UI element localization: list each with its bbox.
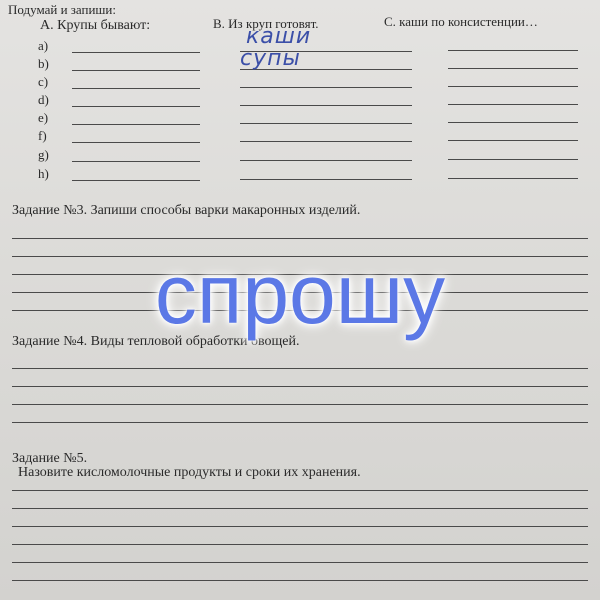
writing-line <box>12 490 588 491</box>
answer-blank-line <box>72 52 200 53</box>
answer-blank-line <box>72 161 200 162</box>
writing-line <box>12 404 588 405</box>
handwritten-answer-1: каши <box>246 24 312 49</box>
writing-line <box>12 580 588 581</box>
answer-blank-line <box>72 106 200 107</box>
row-label: d) <box>38 92 49 107</box>
answer-blank-line <box>240 141 412 142</box>
answer-blank-line <box>240 179 412 180</box>
row-label: g) <box>38 147 49 162</box>
answer-blank-line <box>72 88 200 89</box>
writing-line <box>12 386 588 387</box>
intro-text: Подумай и запиши: <box>8 2 117 17</box>
answer-blank-line <box>448 159 578 160</box>
row-label: f) <box>38 128 47 143</box>
task-3-heading: Задание №3. Запиши способы варки макаронных изделий. <box>12 203 361 218</box>
answer-blank-line <box>240 123 412 124</box>
writing-line <box>12 508 588 509</box>
answer-blank-line <box>448 104 578 105</box>
answer-blank-line <box>72 142 200 143</box>
writing-line <box>12 562 588 563</box>
column-b-header: В. Из круп готовят. <box>213 16 319 31</box>
answer-blank-line <box>448 50 578 51</box>
column-c-header: С. каши по консистенции… <box>384 14 538 29</box>
watermark: спрошу <box>154 247 446 341</box>
answer-blank-line <box>72 70 200 71</box>
task-5-heading: Задание №5. <box>12 451 88 466</box>
row-label: b) <box>38 56 49 71</box>
answer-blank-line <box>448 122 578 123</box>
row-label: e) <box>38 110 49 125</box>
row-label: c) <box>38 74 49 89</box>
answer-blank-line <box>448 178 578 179</box>
handwritten-answer-2: супы <box>240 46 301 71</box>
row-label: h) <box>38 166 49 181</box>
answer-blank-line <box>240 160 412 161</box>
column-a-header: А. Крупы бывают: <box>40 18 151 33</box>
answer-blank-line <box>240 87 412 88</box>
writing-line <box>12 368 588 369</box>
writing-line <box>12 526 588 527</box>
writing-line <box>12 544 588 545</box>
answer-blank-line <box>72 124 200 125</box>
answer-blank-line <box>240 105 412 106</box>
task-5-text: Назовите кисломолочные продукты и сроки их хранения. <box>18 465 361 480</box>
writing-line <box>12 238 588 239</box>
writing-line <box>12 422 588 423</box>
answer-blank-line <box>448 140 578 141</box>
task-4-heading: Задание №4. Виды тепловой обработки овощей. <box>12 334 300 349</box>
answer-blank-line <box>72 180 200 181</box>
answer-blank-line <box>448 68 578 69</box>
row-label: a) <box>38 38 49 53</box>
answer-blank-line <box>448 86 578 87</box>
